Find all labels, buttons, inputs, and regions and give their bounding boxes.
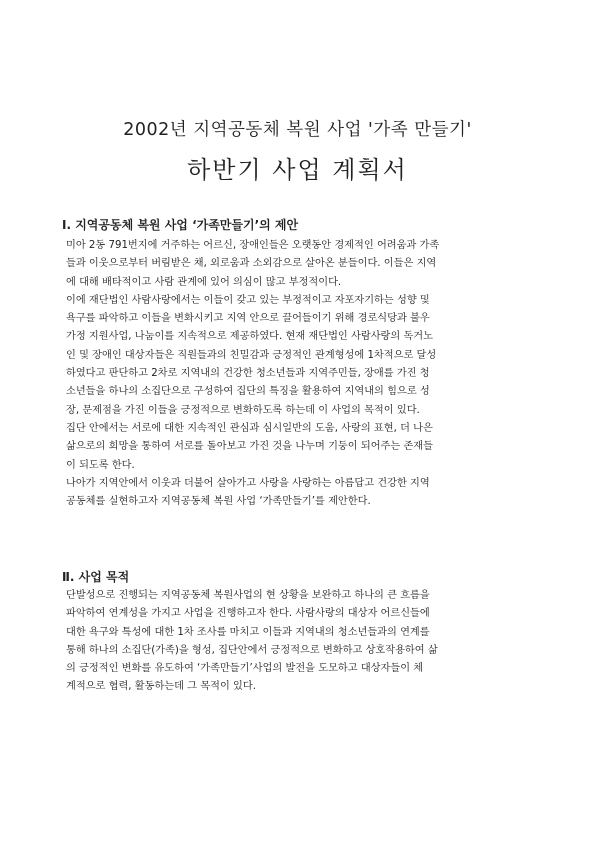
section-heading: Ⅱ. 사업 목적 xyxy=(62,570,130,584)
body-line: 하였다고 판단하고 2차로 지역내의 건강한 청소년들과 지역주민들, 장애를 가진 청 xyxy=(66,368,430,380)
body-line: 들과 이웃으로부터 버림받은 채, 외로움과 소외감으로 살아온 분들이다. 이들은 지역 xyxy=(66,258,437,270)
body-line: 삶으로의 희망을 통하여 서로를 돌아보고 가진 것을 나누며 기둥이 되어주는 존재들 xyxy=(66,441,433,453)
body-line: 에 대해 배타적이고 사람 관계에 있어 의심이 많고 부정적이다. xyxy=(66,276,342,288)
section-body xyxy=(66,587,538,697)
body-line: 이에 재단법인 사람사랑에서는 이들이 갖고 있는 부정적이고 자포자기하는 성향 및 xyxy=(66,294,430,306)
body-line: 가정 지원사업, 나눔이를 지속적으로 제공하였다. 현재 재단법인 사람사랑의 독거노 xyxy=(66,331,433,343)
body-line: 소년들을 하나의 소집단으로 구성하여 집단의 특징을 활용하여 지역내의 힘으로 성 xyxy=(66,386,430,398)
body-line: 장, 문제점을 가진 이들을 긍정적으로 변화하도록 하는데 이 사업의 목적이 있다. xyxy=(66,404,420,416)
body-line: 파악하여 연계성을 가지고 사업을 진행하고자 한다. 사람사랑의 대상자 어르신들에 xyxy=(66,608,430,620)
body-line: 나아가 지역안에서 이웃과 더불어 살아가고 사랑을 사랑하는 아름답고 건강한 지역 xyxy=(66,477,430,489)
document-subtitle: 하반기 사업 계획서 xyxy=(187,156,408,184)
body-line: 집단 안에서는 서로에 대한 지속적인 관심과 심시일반의 도움, 사랑의 표현, 더 나은 xyxy=(66,422,433,434)
body-line: 계적으로 협력, 활동하는데 그 목적이 있다. xyxy=(66,681,256,693)
body-line: 미아 2동 791번지에 거주하는 어르신, 장애인들은 오랫동안 경제적인 어려움과 가족 xyxy=(66,240,440,251)
body-line: 통해 하나의 소집단(가족)을 형성, 집단안에서 긍정적으로 변화하고 상호작용하여 삶 xyxy=(66,644,438,656)
section-heading: Ⅰ. 지역공동체 복원 사업 ‘가족만들기’의 제안 xyxy=(62,218,299,232)
body-line: 의 긍정적인 변화를 유도하여 ‘가족만들기’사업의 발전을 도모하고 대상자들이 체 xyxy=(66,663,424,675)
body-line: 이 되도록 한다. xyxy=(66,459,135,471)
body-line: 대한 욕구와 특성에 대한 1차 조사를 마치고 이들과 지역내의 청소년들과의 연계를 xyxy=(66,626,430,638)
body-line: 공동체를 실현하고자 지역공동체 복원 사업 ‘가족만들기’를 제안한다. xyxy=(66,496,371,508)
section-body xyxy=(66,237,538,511)
body-line: 인 및 장애인 대상자들은 직원들과의 친밀감과 긍정적인 관계형성에 1차적으로 달성 xyxy=(66,349,437,361)
document-title: 2002년 지역공동체 복원 사업 '가족 만들기' xyxy=(123,120,472,140)
body-line: 욕구를 파악하고 이들을 변화시키고 지역 안으로 끌어들이기 위해 경로식당과 불우 xyxy=(66,313,430,325)
body-line: 단발성으로 진행되는 지역공동체 복원사업의 현 상황을 보완하고 하나의 큰 흐름을 xyxy=(66,590,430,601)
